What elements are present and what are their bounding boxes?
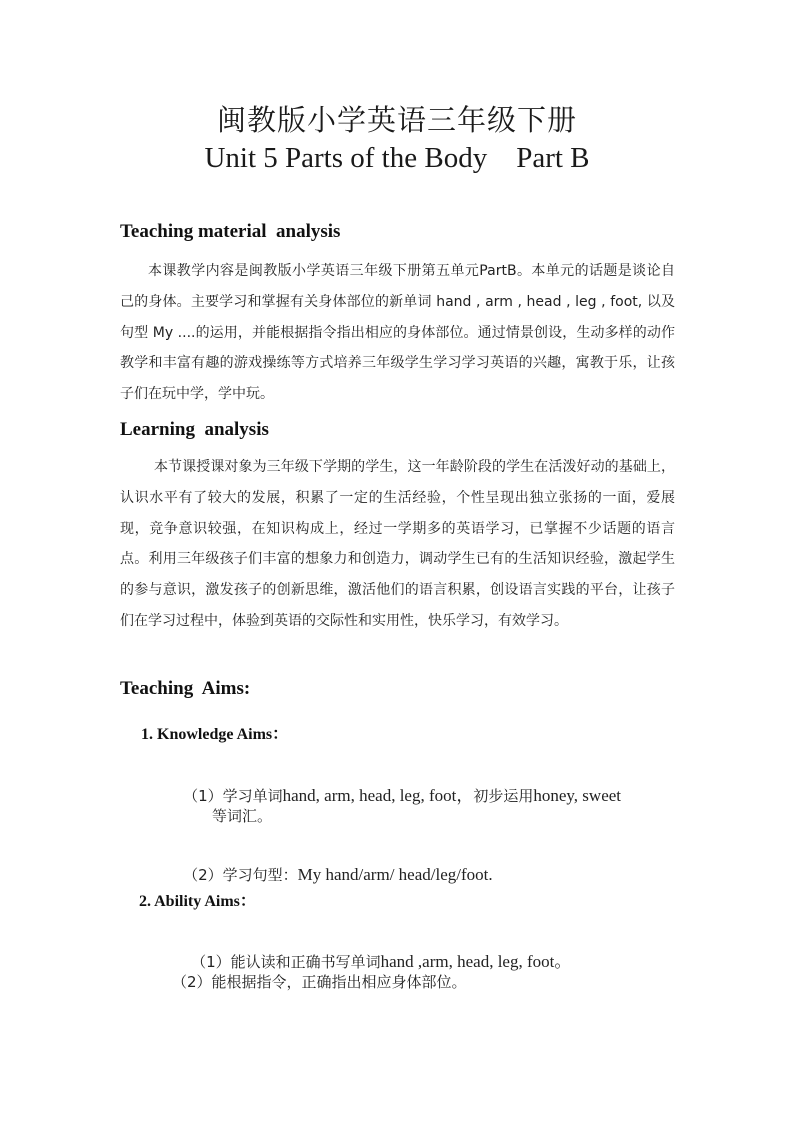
knowledge-aim-item-2-sentence: My hand/arm/ head/leg/foot. bbox=[297, 865, 493, 884]
ability-aim-item-1-words: hand ,arm, head, leg, foot。 bbox=[380, 952, 572, 971]
knowledge-aim-item-1-words-2: honey, sweet bbox=[533, 786, 622, 805]
ability-aim-item-2: （2）能根据指令，正确指出相应身体部位。 bbox=[172, 973, 467, 991]
knowledge-aim-item-1-words: hand, arm, head, leg, foot， bbox=[282, 786, 474, 805]
teaching-material-paragraph: 本课教学内容是闽教版小学英语三年级下册第五单元PartB。本单元的话题是谈论自己的身体。主要学习和掌握有关身体部位的新单词 hand , arm , head , leg , foot, 以及句型 My ....的运用，并能根据指令指出相应的身体部位。通过情景创设，生动多样的动作教学和丰富有趣的游戏操练等方式培养三年级学生学习学习英语的兴趣，寓教于乐，让孩子们在玩中学，学中玩。 bbox=[120, 263, 675, 403]
knowledge-aim-item-1-mid: 初步运用 bbox=[473, 787, 534, 805]
teaching-material-heading: Teaching material analysis bbox=[120, 221, 341, 242]
knowledge-aim-item-2-prefix: （2）学习句型： bbox=[183, 866, 298, 884]
learning-analysis-heading: Learning analysis bbox=[120, 419, 269, 440]
knowledge-aim-item-1-continuation: 等词汇。 bbox=[212, 807, 273, 825]
ability-aim-item-1-prefix: （1）能认读和正确书写单词 bbox=[191, 953, 381, 971]
knowledge-aim-item-1-prefix: （1）学习单词 bbox=[183, 787, 283, 805]
ability-aims-heading: 2. Ability Aims： bbox=[139, 893, 256, 910]
knowledge-aims-heading: 1. Knowledge Aims： bbox=[141, 726, 289, 743]
learning-analysis-paragraph: 本节课授课对象为三年级下学期的学生，这一年龄阶段的学生在活泼好动的基础上，认识水平有了较大的发展，积累了一定的生活经验，个性呈现出独立张扬的一面，爱展现，竞争意识较强，在知识构成上，经过一学期多的英语学习，已掌握不少话题的语言点。利用三年级孩子们丰富的想象力和创造力，调动学生已有的生活知识经验，激起学生的参与意识，激发孩子的创新思维，激活他们的语言积累，创设语言实践的平台，让孩子们在学习过程中，体验到英语的交际性和实用性，快乐学习，有效学习。 bbox=[120, 459, 675, 629]
document-title-chinese: 闽教版小学英语三年级下册 bbox=[216, 103, 577, 137]
teaching-aims-heading: Teaching Aims: bbox=[120, 678, 251, 699]
document-title-english: Unit 5 Parts of the Body Part B bbox=[204, 142, 590, 174]
